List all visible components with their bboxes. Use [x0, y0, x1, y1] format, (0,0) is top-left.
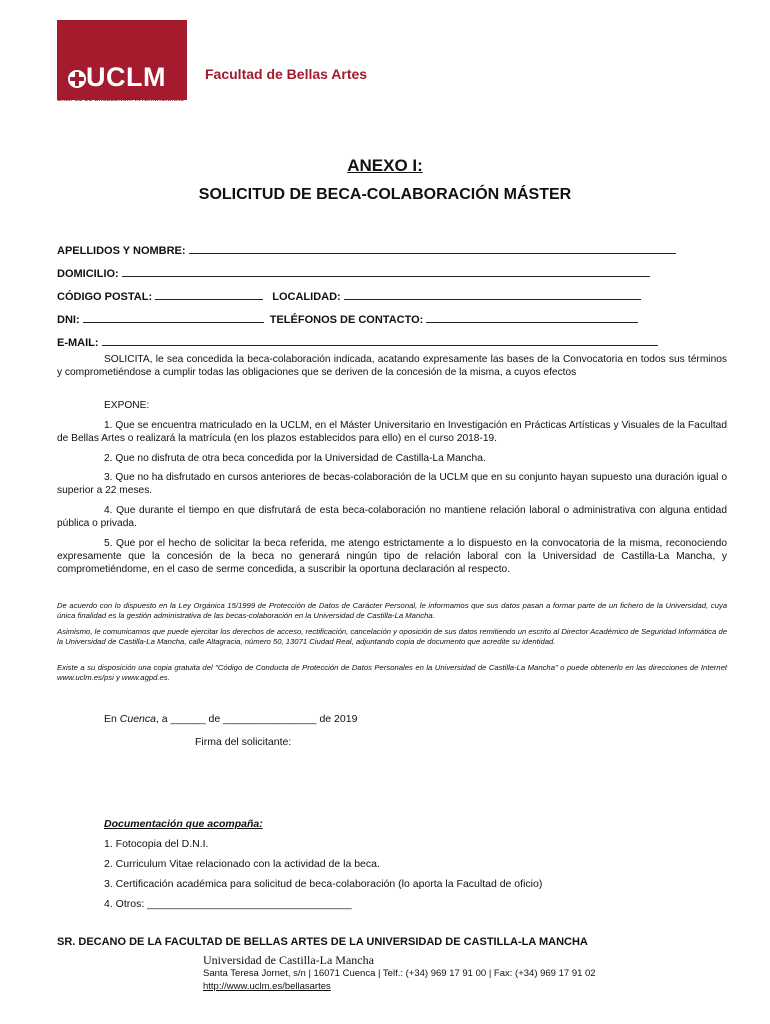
- logo-subtitle: CAMPUS DE EXCELENCIA INTERNACIONAL: [57, 97, 185, 103]
- footer-address: Santa Teresa Jornet, s/n | 16071 Cuenca | Telf.: (+34) 969 17 91 00 | Fax: (+34) 969 17 91 02: [203, 968, 596, 979]
- field-email-line[interactable]: [102, 335, 658, 346]
- faculty-name: Facultad de Bellas Artes: [205, 66, 368, 82]
- addressee: SR. DECANO DE LA FACULTAD DE BELLAS ARTES DE LA UNIVERSIDAD DE CASTILLA-LA MANCHA: [57, 936, 588, 948]
- documentation-item: 4. Otros: ___________________________________: [104, 898, 352, 910]
- expone-item-3: 3. Que no ha disfrutado en cursos anteriores de becas-colaboración de la UCLM que en su conjunto hayan supuesto una duración igual o superior a 22 meses.: [57, 472, 727, 496]
- signature-date-line: En Cuenca, a ______ de ________________ de 2019: [104, 713, 358, 725]
- field-email-label: E-MAIL:: [57, 337, 99, 349]
- expone-item-2: 2. Que no disfruta de otra beca concedida por la Universidad de Castilla-La Mancha.: [104, 453, 486, 464]
- field-codigo-postal: [57, 289, 641, 303]
- field-codigo-postal-line[interactable]: [155, 289, 263, 300]
- field-dni-line[interactable]: [83, 312, 264, 323]
- solicita-paragraph: SOLICITA, le sea concedida la beca-colaboración indicada, acatando expresamente las bases de la Convocatoria en todos sus términos y comprometiéndose a cumplir todas las obligaciones que se deriven de la concesión de la misma, a cuyos efectos: [57, 354, 727, 378]
- field-domicilio: [57, 266, 650, 280]
- documentation-item: 3. Certificación académica para solicitud de beca-colaboración (lo aporta la Facultad de oficio): [104, 878, 543, 890]
- legal-note-1: De acuerdo con lo dispuesto en la Ley Orgánica 15/1999 de Protección de Datos de Carácter Personal, le informamos que sus datos pasan a formar parte de un fichero de la Universidad, cuya única finalidad es la gestión administrativa de las becas-colaboración en la Universidad de Castilla-La Mancha.: [57, 601, 727, 620]
- field-apellidos-line[interactable]: [189, 243, 676, 254]
- documentation-title: Documentación que acompaña:: [104, 818, 263, 830]
- documentation-item: 2. Curriculum Vitae relacionado con la actividad de la beca.: [104, 858, 380, 870]
- footer-web-link[interactable]: http://www.uclm.es/bellasartes: [203, 981, 331, 992]
- field-localidad-line[interactable]: [344, 289, 641, 300]
- expone-item-1: 1. Que se encuentra matriculado en la UCLM, en el Máster Universitario en Investigación en Prácticas Artísticas y Visuales de la Facultad de Bellas Artes o realizará la matrícula (en los plazos establecidos para ello) en el curso 2018-19.: [57, 420, 727, 444]
- signature-city: Cuenca: [119, 713, 156, 725]
- field-localidad-label: LOCALIDAD:: [272, 291, 341, 303]
- field-email: [57, 335, 658, 349]
- logo-text: UCLM: [86, 62, 166, 92]
- field-apellidos-label: APELLIDOS Y NOMBRE:: [57, 245, 186, 257]
- expone-heading: EXPONE:: [104, 400, 150, 411]
- field-domicilio-label: DOMICILIO:: [57, 268, 119, 280]
- documentation-item: 1. Fotocopia del D.N.I.: [104, 838, 209, 850]
- uclm-emblem-icon: [66, 68, 88, 90]
- field-dni: [57, 312, 638, 326]
- field-dni-label: DNI:: [57, 314, 80, 326]
- expone-item-5: 5. Que por el hecho de solicitar la beca referida, me atengo estrictamente a lo dispuesto en la convocatoria de la misma, reconociendo expresamente que la concesión de la beca no generará ningún tipo de relación laboral con la Universidad de Castilla-La Mancha, y comprometiéndome, en el caso de serme concedida, a suscribir la oportuna declaración al respecto.: [57, 538, 727, 575]
- annex-title: ANEXO I:: [347, 156, 423, 175]
- field-apellidos: [57, 243, 676, 257]
- legal-note-3: Existe a su disposición una copia gratuita del "Código de Conducta de Protección de Datos Personales en la Universidad de Castilla-La Mancha" o puede obtenerlo en las direcciones de Internet www.uclm.es/psi y www.agpd.es.: [57, 663, 727, 682]
- field-telefonos-label: TELÉFONOS DE CONTACTO:: [269, 314, 424, 326]
- footer-university: Universidad de Castilla-La Mancha: [203, 953, 374, 967]
- field-telefonos-line[interactable]: [426, 312, 638, 323]
- document-title: SOLICITUD DE BECA-COLABORACIÓN MÁSTER: [198, 186, 572, 203]
- legal-note-2: Asimismo, le comunicamos que puede ejercitar los derechos de acceso, rectificación, cancelación y oposición de sus datos remitiendo un escrito al Director Académico de Seguridad Informática de la Universidad de Castilla-La Mancha, calle Altagracia, número 50, 13071 Ciudad Real, adjuntando copia de documento que acredite su identidad.: [57, 627, 727, 646]
- field-domicilio-line[interactable]: [122, 266, 650, 277]
- signature-label: Firma del solicitante:: [195, 736, 292, 748]
- field-codigo-postal-label: CÓDIGO POSTAL:: [57, 291, 153, 303]
- expone-item-4: 4. Que durante el tiempo en que disfrutará de esta beca-colaboración no mantiene relación laboral o administrativa con alguna entidad pública o privada.: [57, 505, 727, 529]
